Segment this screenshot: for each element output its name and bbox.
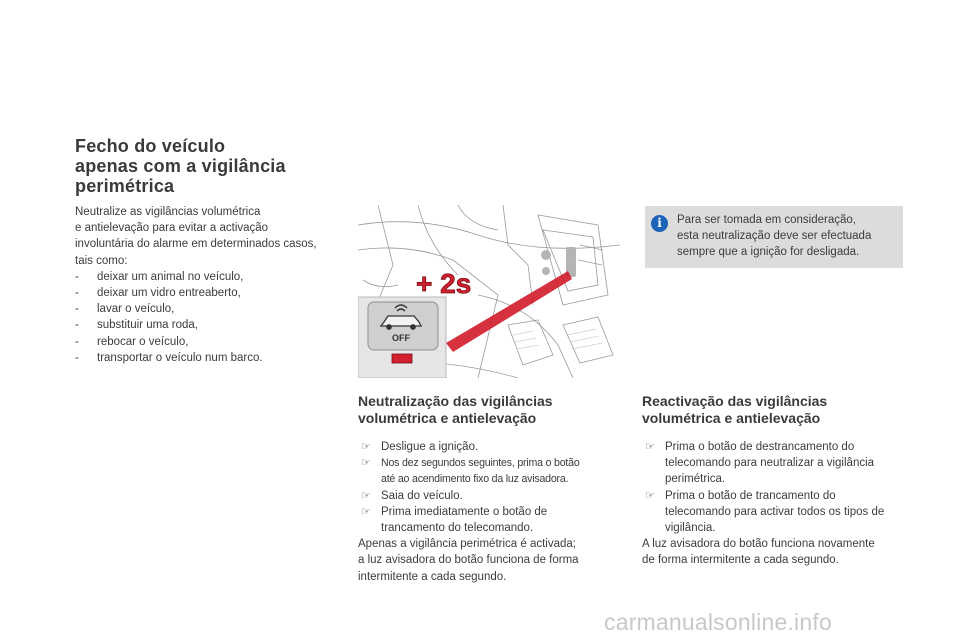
steps-list <box>358 439 613 536</box>
page-title-line: perimétrica <box>75 176 175 196</box>
intro-line: tais como: <box>75 254 128 267</box>
page-title <box>75 136 345 196</box>
step-line: Prima o botão de trancamento do <box>665 489 836 502</box>
step-item <box>358 455 613 487</box>
info-line: Para ser tomada em consideração, <box>677 214 856 226</box>
heading-line: Reactivação das vigilâncias <box>642 393 828 409</box>
indicator-light <box>392 354 412 363</box>
dashboard-illustration <box>358 205 620 378</box>
dashboard-drawing <box>358 205 620 378</box>
step-line: Prima o botão de destrancamento do <box>665 441 855 453</box>
paragraph-line: A luz avisadora do botão funciona novamente <box>642 538 875 551</box>
list-item: - transportar o veículo num barco. <box>75 350 345 366</box>
intro-line: e antielevação para evitar a activação <box>75 222 269 235</box>
page-title-line: Fecho do veículo <box>75 136 226 156</box>
heading-line: volumétrica e antielevação <box>642 410 821 426</box>
pointing-hand-icon: ☞ <box>361 441 371 453</box>
intro-line: Neutralize as vigilâncias volumétrica <box>75 206 261 218</box>
cases-list <box>75 269 345 366</box>
step-line: Desligue a ignição. <box>381 441 479 453</box>
step-line: Prima imediatamente o botão de <box>381 505 548 518</box>
step-item <box>642 488 907 537</box>
pointing-hand-icon: ☞ <box>645 489 655 502</box>
step-line: vigilância. <box>665 522 716 535</box>
step-line: telecomando para activar todos os tipos de <box>665 505 885 518</box>
paragraph-line: a luz avisadora do botão funciona de forma <box>358 554 579 567</box>
section-heading <box>358 393 613 427</box>
list-item: - deixar um animal no veículo, <box>75 269 345 285</box>
closing-paragraph <box>358 536 613 585</box>
closing-paragraph <box>642 536 907 568</box>
step-line: trancamento do telecomando. <box>381 522 534 535</box>
press-duration-label: + 2s <box>416 268 472 299</box>
heading-line: volumétrica e antielevação <box>358 410 537 426</box>
step-item <box>358 504 613 536</box>
paragraph-line: Apenas a vigilância perimétrica é activada; <box>358 538 576 551</box>
info-line: sempre que a ignição for desligada. <box>677 246 860 258</box>
neutralize-section <box>358 393 613 585</box>
intro-text <box>75 204 345 366</box>
paragraph-line: de forma intermitente a cada segundo. <box>642 554 839 567</box>
pointing-hand-icon: ☞ <box>361 489 371 502</box>
off-label: OFF <box>392 333 410 343</box>
pointing-hand-icon: ☞ <box>645 441 655 453</box>
page-title-line: apenas com a vigilância <box>75 156 286 176</box>
heading-line: Neutralização das vigilâncias <box>358 393 553 409</box>
pointing-hand-icon: ☞ <box>361 505 371 518</box>
intro-line: involuntária do alarme em determinados casos, <box>75 238 317 251</box>
step-line: até ao acendimento fixo da luz avisadora. <box>381 473 569 486</box>
info-line: esta neutralização deve ser efectuada <box>677 230 872 242</box>
step-item <box>358 439 613 455</box>
reactivate-section <box>642 393 907 569</box>
step-item <box>358 488 613 504</box>
list-item: - rebocar o veículo, <box>75 334 345 350</box>
list-item: - lavar o veículo, <box>75 301 345 317</box>
step-item <box>642 439 907 488</box>
info-text <box>677 212 899 260</box>
pointing-hand-icon: ☞ <box>361 457 371 470</box>
section-heading <box>642 393 907 427</box>
step-line: perimétrica. <box>665 473 726 486</box>
info-icon: i <box>651 215 668 232</box>
step-line: Nos dez segundos seguintes, prima o botão <box>381 457 580 470</box>
step-line: telecomando para neutralizar a vigilância <box>665 457 875 470</box>
info-box <box>645 206 903 268</box>
list-item: - substituir uma roda, <box>75 317 345 333</box>
list-item: - deixar um vidro entreaberto, <box>75 285 345 301</box>
watermark: carmanualsonline.info <box>604 609 832 635</box>
steps-list <box>642 439 907 536</box>
paragraph-line: intermitente a cada segundo. <box>358 570 507 583</box>
step-line: Saia do veículo. <box>381 489 463 502</box>
